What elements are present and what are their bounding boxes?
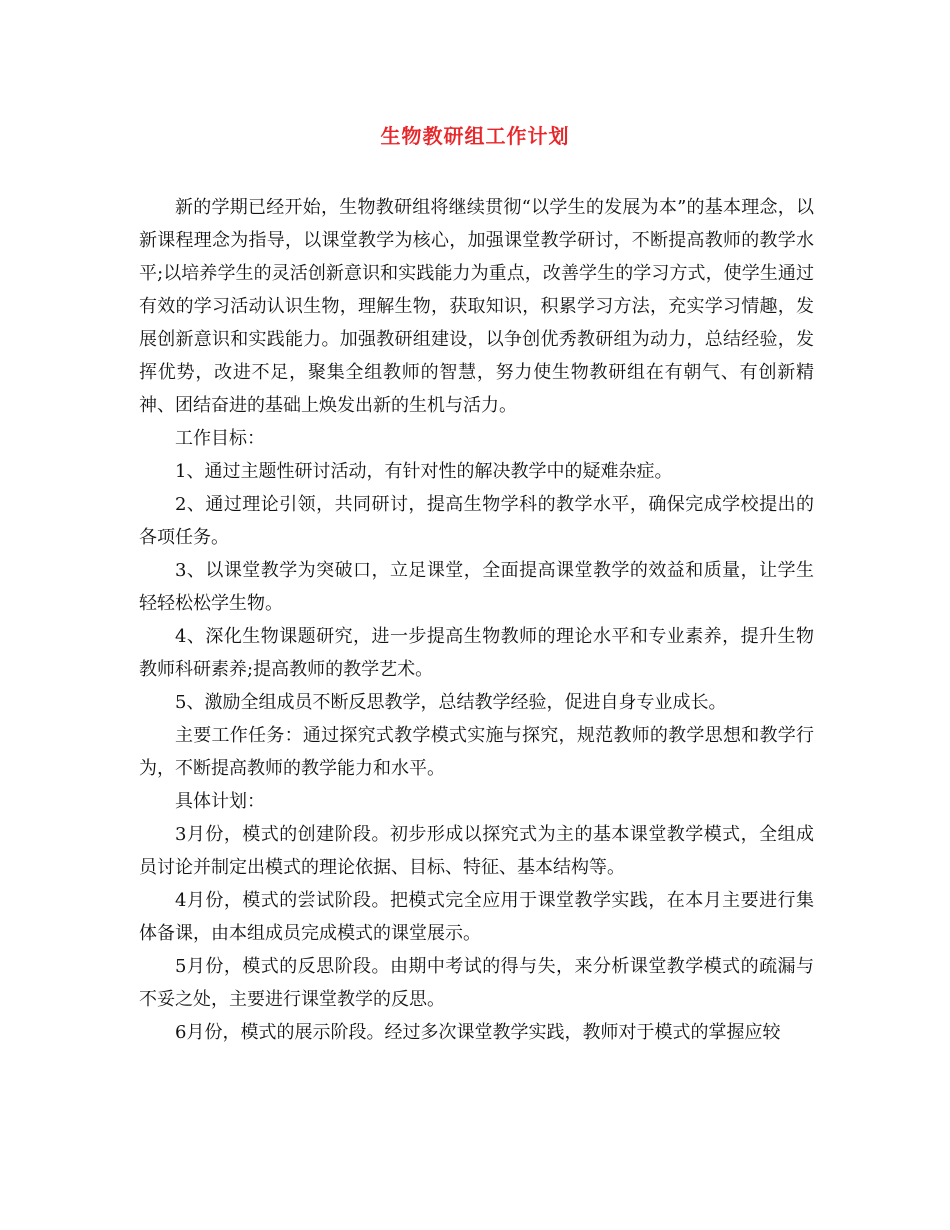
- plan-april: 4月份，模式的尝试阶段。把模式完全应用于课堂教学实践，在本月主要进行集体备课，由本组成员完成模式的课堂展示。: [139, 890, 814, 944]
- document-title: 生物教研组工作计划: [380, 124, 570, 148]
- document-body: [139, 191, 814, 1049]
- goal-item-2: 2、通过理论引领，共同研讨，提高生物学科的教学水平，确保完成学校提出的各项任务。: [139, 494, 814, 548]
- paragraph-main-tasks: 主要工作任务：通过探究式教学模式实施与探究，规范教师的教学思想和教学行为，不断提高教师的教学能力和水平。: [139, 725, 814, 779]
- goal-item-1: 1、通过主题性研讨活动，有针对性的解决教学中的疑难杂症。: [175, 461, 673, 482]
- goal-item-3: 3、以课堂教学为突破口，立足课堂，全面提高课堂教学的效益和质量，让学生轻轻松松学生物。: [139, 560, 814, 614]
- heading-work-goals: 工作目标：: [175, 428, 265, 449]
- plan-june: 6月份，模式的展示阶段。经过多次课堂教学实践，教师对于模式的掌握应较: [175, 1022, 781, 1043]
- goal-item-4: 4、深化生物课题研究，进一步提高生物教师的理论水平和专业素养，提升生物教师科研素养;提高教师的教学艺术。: [139, 626, 814, 680]
- plan-may: 5月份，模式的反思阶段。由期中考试的得与失，来分析课堂教学模式的疏漏与不妥之处，主要进行课堂教学的反思。: [139, 956, 814, 1010]
- plan-march: 3月份，模式的创建阶段。初步形成以探究式为主的基本课堂教学模式，全组成员讨论并制定出模式的理论依据、目标、特征、基本结构等。: [139, 824, 814, 878]
- goal-item-5: 5、激励全组成员不断反思教学，总结教学经验，促进自身专业成长。: [175, 692, 727, 713]
- heading-specific-plan: 具体计划：: [175, 791, 265, 812]
- paragraph-intro: 新的学期已经开始，生物教研组将继续贯彻“以学生的发展为本”的基本理念，以新课程理念为指导，以课堂教学为核心，加强课堂教学研讨，不断提高教师的教学水平;以培养学生的灵活创新意识和实践能力为重点，改善学生的学习方式，使学生通过有效的学习活动认识生物，理解生物，获取知识，积累学习方法，充实学习情趣，发展创新意识和实践能力。加强教研组建设，以争创优秀教研组为动力，总结经验，发挥优势，改进不足，聚集全组教师的智慧，努力使生物教研组在有朝气、有创新精神、团结奋进的基础上焕发出新的生机与活力。: [139, 197, 814, 416]
